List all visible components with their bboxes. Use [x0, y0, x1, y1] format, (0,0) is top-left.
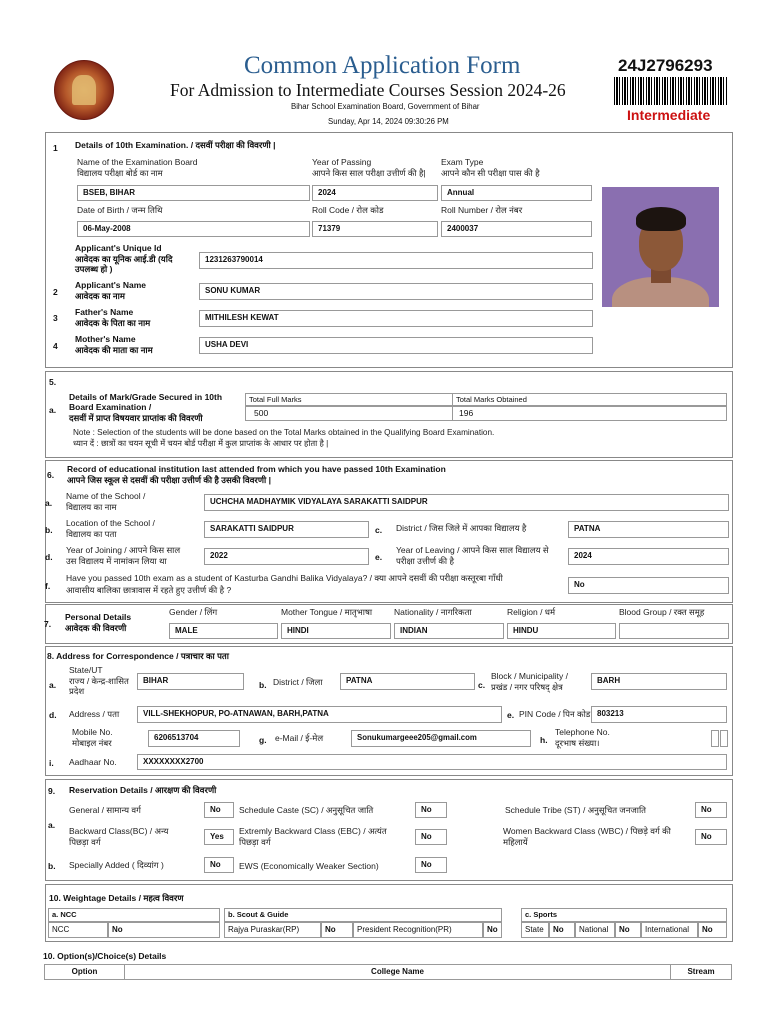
- mother-label: Mother's Name: [75, 334, 136, 344]
- joining-label: Year of Joining / आपने किस साल: [66, 545, 181, 555]
- section-7-number: 7.: [44, 619, 52, 629]
- school-name-field[interactable]: UCHCHA MADHAYMIK VIDYALAYA SARAKATTI SAIDPUR: [204, 494, 729, 511]
- blood-group-label: Blood Group / रक्त समूह: [619, 607, 705, 617]
- mother-tongue-field[interactable]: HINDI: [281, 623, 391, 639]
- kgbv-label-hi: आवासीय बालिका छात्रावास में रहते हुए उत्तीर्ण की है ?: [66, 585, 232, 595]
- photo-hair: [636, 207, 686, 231]
- section-5-title: Details of Mark/Grade Secured in 10th Board Examination /: [69, 392, 223, 412]
- joining-label-hi: उस विद्यालय में नामांकन लिया था: [66, 556, 167, 566]
- year-field[interactable]: 2024: [312, 185, 438, 201]
- generated-datetime: Sunday, Apr 14, 2024 09:30:26 PM: [328, 117, 449, 126]
- section-6-e: e.: [375, 552, 383, 562]
- school-district-field[interactable]: PATNA: [568, 521, 729, 538]
- options-col-stream: Stream: [670, 964, 732, 980]
- block-label-hi: प्रखंड / नगर परिषद् क्षेत्र: [491, 682, 563, 692]
- total-marks-obtained-value: 196: [452, 406, 727, 421]
- options-title: 10. Option(s)/Choice(s) Details: [43, 951, 167, 961]
- bc-field[interactable]: Yes: [204, 829, 234, 845]
- general-field[interactable]: No: [204, 802, 234, 818]
- wbc-field[interactable]: No: [695, 829, 727, 845]
- block-label: Block / Municipality /: [491, 671, 568, 681]
- form-subtitle: For Admission to Intermediate Courses Session 2024-26: [170, 80, 566, 100]
- applicant-photo: [602, 187, 719, 307]
- sports-state-label: State: [521, 922, 549, 938]
- pin-field[interactable]: 803213: [591, 706, 727, 723]
- telephone-std-field[interactable]: [711, 730, 719, 747]
- item-2-number: 2: [53, 287, 58, 297]
- ebc-label: Extremly Backward Class (EBC) / अत्यंत: [239, 826, 387, 836]
- bc-label-hi: पिछड़ा वर्ग: [69, 837, 101, 847]
- ews-field[interactable]: No: [415, 857, 447, 873]
- section-8-d: d.: [49, 710, 57, 720]
- blood-group-field[interactable]: [619, 623, 729, 639]
- section-5-number: 5.: [49, 377, 57, 387]
- president-recognition-value: No: [483, 922, 502, 938]
- telephone-number-field[interactable]: [720, 730, 728, 747]
- exam-type-label-hi: आपने कौन सी परीक्षा पास की है: [441, 168, 540, 178]
- uid-label: Applicant's Unique Id: [75, 243, 162, 253]
- mobile-field[interactable]: 6206513704: [148, 730, 240, 747]
- section-1-number: 1: [53, 143, 58, 153]
- gender-field[interactable]: MALE: [169, 623, 278, 639]
- personal-title-hi: आवेदक की विवरणी: [65, 623, 127, 633]
- sports-group-header: c. Sports: [521, 908, 727, 922]
- dob-field[interactable]: 06-May-2008: [77, 221, 310, 237]
- section-1-title: Details of 10th Examination. / दसवीं परीक्षा की विवरणी |: [75, 140, 276, 150]
- name-label-hi: आवेदक का नाम: [75, 291, 125, 301]
- kgbv-field[interactable]: No: [568, 577, 729, 594]
- section-5-title-hi: दसवीं में प्राप्त विषयवार प्राप्तांक की विवरणी: [69, 413, 203, 423]
- year-label: Year of Passing: [312, 157, 372, 167]
- location-label-hi: विद्यालय का पता: [66, 529, 117, 539]
- board-label-hi: विद्यालय परीक्षा बोर्ड का नाम: [77, 168, 163, 178]
- roll-number-label: Roll Number / रोल नंबर: [441, 205, 523, 215]
- leaving-label: Year of Leaving / आपने किस साल विद्यालय से: [396, 545, 549, 555]
- options-col-college: College Name: [124, 964, 671, 980]
- sports-national-value: No: [615, 922, 641, 938]
- section-6-title-hi: आपने जिस स्कूल से दसवीं की परीक्षा उत्तीर्ण की है उसकी विवरणी |: [67, 475, 272, 485]
- mobile-label-hi: मोबाइल नंबर: [72, 738, 112, 748]
- section-9-a: a.: [48, 820, 56, 830]
- gender-label: Gender / लिंग: [169, 607, 218, 617]
- telephone-label-hi: दूरभाष संख्या।: [555, 738, 600, 748]
- section-6-b: b.: [45, 525, 53, 535]
- pin-label: PIN Code / पिन कोड: [519, 709, 591, 719]
- email-label: e-Mail / ई-मेल: [275, 733, 324, 743]
- uid-label-hi: आवेदक का यूनिक आई.डी (यदि उपलब्ध हो ): [75, 254, 173, 274]
- bc-label: Backward Class(BC) / अन्य: [69, 826, 169, 836]
- applicant-name-field[interactable]: SONU KUMAR: [199, 283, 593, 300]
- addr-district-field[interactable]: PATNA: [340, 673, 475, 690]
- total-marks-obtained-header: Total Marks Obtained: [452, 393, 727, 406]
- section-8-b: b.: [259, 680, 267, 690]
- joining-year-field[interactable]: 2022: [204, 548, 369, 565]
- kgbv-label: Have you passed 10th exam as a student of Kasturba Gandhi Balika Vidyalaya? / क्या आपने दसवीं की परीक्षा कस्तूरबा गाँधी: [66, 573, 503, 583]
- nationality-label: Nationality / नागरिकता: [394, 607, 472, 617]
- form-number: 24J2796293: [618, 56, 713, 75]
- address-label: Address / पता: [69, 709, 120, 719]
- addr-district-label: District / जिला: [273, 677, 323, 687]
- st-label: Schedule Tribe (ST) / अनुसूचित जनजाति: [505, 805, 647, 815]
- personal-title: Personal Details: [65, 612, 132, 622]
- religion-label: Religion / धर्म: [507, 607, 556, 617]
- sports-state-value: No: [549, 922, 575, 938]
- marks-note: Note : Selection of the students will be done based on the Total Marks obtained in the Qualifying Board Examination.: [73, 428, 495, 437]
- item-3-number: 3: [53, 313, 58, 323]
- board-label: Name of the Examination Board: [77, 157, 198, 167]
- specially-added-field[interactable]: No: [204, 857, 234, 873]
- section-8-c: c.: [478, 680, 486, 690]
- school-label: Name of the School /: [66, 491, 146, 501]
- sports-international-value: No: [698, 922, 727, 938]
- wbc-label: Women Backward Class (WBC) / पिछड़े वर्ग की: [503, 826, 671, 836]
- ebc-field[interactable]: No: [415, 829, 447, 845]
- roll-number-field[interactable]: 2400037: [441, 221, 592, 237]
- section-6-a: a.: [45, 498, 53, 508]
- section-8-h: h.: [540, 735, 548, 745]
- roll-code-field[interactable]: 71379: [312, 221, 438, 237]
- options-col-option: Option: [44, 964, 125, 980]
- section-6-c: c.: [375, 525, 383, 535]
- barcode: [614, 77, 728, 105]
- location-label: Location of the School /: [66, 518, 155, 528]
- nationality-field[interactable]: INDIAN: [394, 623, 504, 639]
- aadhaar-field[interactable]: XXXXXXXX2700: [137, 754, 727, 770]
- email-field[interactable]: Sonukumargeee205@gmail.com: [351, 730, 531, 747]
- father-label-hi: आवेदक के पिता का नाम: [75, 318, 151, 328]
- section-9-title: Reservation Details / आरक्षण की विवरणी: [69, 785, 217, 795]
- state-label: State/UT: [69, 665, 103, 675]
- mobile-label: Mobile No.: [72, 727, 113, 737]
- section-5-a: a.: [49, 405, 57, 415]
- aadhaar-label: Aadhaar No.: [69, 757, 117, 767]
- wbc-label-hi: महिलायें: [503, 837, 528, 847]
- total-full-marks-value: 500: [245, 406, 453, 421]
- roll-code-label: Roll Code / रोल कोड: [312, 205, 384, 215]
- address-field[interactable]: VILL-SHEKHOPUR, PO-ATNAWAN, BARH,PATNA: [137, 706, 502, 723]
- ncc-value: No: [108, 922, 220, 938]
- section-8-e: e.: [507, 710, 515, 720]
- section-6-d: d.: [45, 552, 53, 562]
- uid-field[interactable]: 1231263790014: [199, 252, 593, 269]
- sc-field[interactable]: No: [415, 802, 447, 818]
- school-location-field[interactable]: SARAKATTI SAIDPUR: [204, 521, 369, 538]
- specially-added-label: Specially Added ( दिव्यांग ): [69, 860, 164, 870]
- president-recognition-label: President Recognition(PR): [353, 922, 483, 938]
- district-label: District / जिस जिले में आपका विद्यालय है: [396, 523, 527, 533]
- sports-international-label: International: [641, 922, 698, 938]
- board-name: Bihar School Examination Board, Government of Bihar: [291, 102, 480, 111]
- rajya-puraskar-label: Rajya Puraskar(RP): [224, 922, 321, 938]
- section-8-i: i.: [49, 758, 54, 768]
- logo-emblem-icon: [72, 75, 96, 105]
- ncc-label: NCC: [48, 922, 108, 938]
- section-8-g: g.: [259, 735, 267, 745]
- father-label: Father's Name: [75, 307, 134, 317]
- ncc-group-header: a. NCC: [48, 908, 220, 922]
- section-9-b: b.: [48, 861, 56, 871]
- name-label: Applicant's Name: [75, 280, 146, 290]
- general-label: General / सामान्य वर्ग: [69, 805, 141, 815]
- section-6-f: f.: [45, 581, 51, 591]
- bseb-logo: [54, 60, 114, 120]
- state-field[interactable]: BIHAR: [137, 673, 244, 690]
- form-title: Common Application Form: [244, 52, 521, 79]
- leaving-label-hi: परीक्षा उत्तीर्ण की है: [396, 556, 455, 566]
- board-field[interactable]: BSEB, BIHAR: [77, 185, 310, 201]
- section-10-title: 10. Weightage Details / महत्व विवरण: [49, 893, 184, 903]
- scout-group-header: b. Scout & Guide: [224, 908, 502, 922]
- religion-field[interactable]: HINDU: [507, 623, 616, 639]
- exam-type-label: Exam Type: [441, 157, 484, 167]
- ews-label: EWS (Economically Weaker Section): [239, 861, 379, 871]
- sc-label: Schedule Caste (SC) / अनुसूचित जाति: [239, 805, 374, 815]
- section-6-title: Record of educational institution last attended from which you have passed 10th Examination: [67, 464, 446, 474]
- mother-name-field[interactable]: USHA DEVI: [199, 337, 593, 354]
- block-field[interactable]: BARH: [591, 673, 727, 690]
- section-6-number: 6.: [47, 470, 55, 480]
- dob-label: Date of Birth / जन्म तिथि: [77, 205, 163, 215]
- state-label-hi: राज्य / केन्द्र-शासित प्रदेश: [69, 676, 129, 696]
- father-name-field[interactable]: MITHILESH KEWAT: [199, 310, 593, 327]
- section-9-number: 9.: [48, 786, 56, 796]
- ebc-label-hi: पिछड़ा वर्ग: [239, 837, 271, 847]
- school-label-hi: विद्यालय का नाम: [66, 502, 117, 512]
- level-label: Intermediate: [627, 107, 711, 123]
- exam-type-field[interactable]: Annual: [441, 185, 592, 201]
- st-field[interactable]: No: [695, 802, 727, 818]
- section-8-title: 8. Address for Correspondence / पत्राचार का पता: [47, 651, 229, 661]
- year-label-hi: आपने किस साल परीक्षा उत्तीर्ण की है|: [312, 168, 426, 178]
- marks-note-hi: ध्यान दें : छात्रों का चयन सूची में चयन बोर्ड परीक्षा में कुल प्राप्तांक के आधार पर होता है |: [73, 439, 329, 448]
- item-4-number: 4: [53, 341, 58, 351]
- leaving-year-field[interactable]: 2024: [568, 548, 729, 565]
- section-8-a: a.: [49, 680, 57, 690]
- rajya-puraskar-value: No: [321, 922, 353, 938]
- telephone-label: Telephone No.: [555, 727, 610, 737]
- mother-tongue-label: Mother Tongue / मातृभाषा: [281, 607, 373, 617]
- total-full-marks-header: Total Full Marks: [245, 393, 453, 406]
- sports-national-label: National: [575, 922, 615, 938]
- mother-label-hi: आवेदक की माता का नाम: [75, 345, 153, 355]
